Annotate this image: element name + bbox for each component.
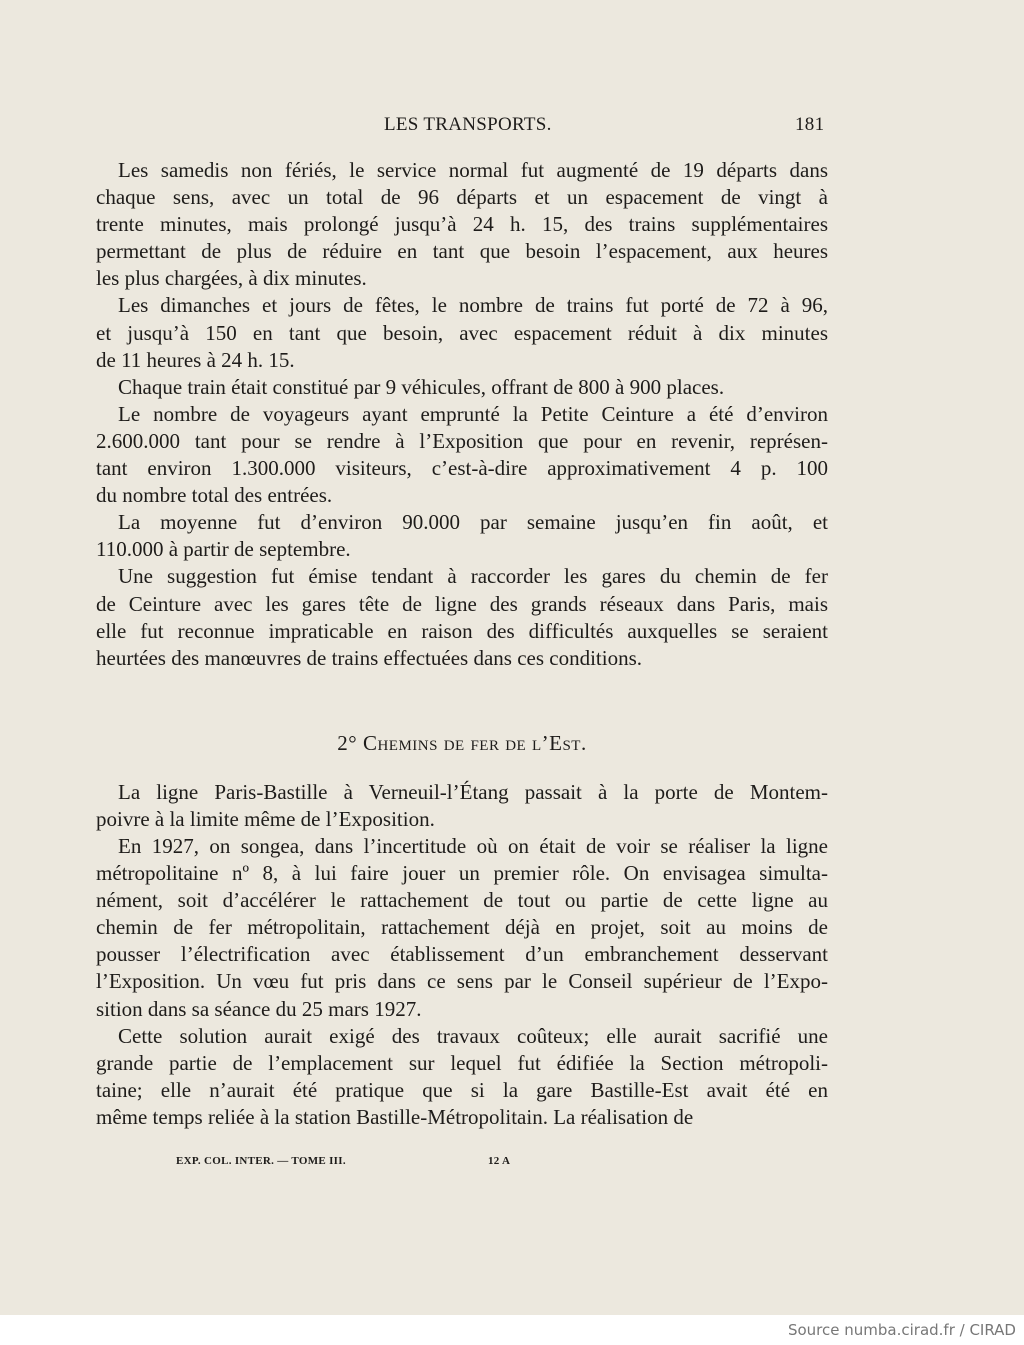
text-line: pousser l’électrification avec établissement d’un embranchement desservant [96,942,828,967]
paragraph [96,509,828,563]
text-line: Chaque train était constitué par 9 véhicules, offrant de 800 à 900 places. [118,374,725,399]
footer-signature-mark: 12 A [488,1155,511,1167]
text-line: chemin de fer métropolitain, rattachement déjà en projet, soit au moins de [96,915,828,940]
paragraph [96,1023,828,1131]
body-text [96,157,828,1131]
source-credit: Source numba.cirad.fr / CIRAD [787,1321,1016,1339]
text-line: En 1927, on songea, dans l’incertitude où on était de voir se réaliser la ligne [118,833,828,858]
text-line: Cette solution aurait exigé des travaux coûteux; elle aurait sacrifié une [118,1023,828,1048]
text-line: taine; elle n’aurait été pratique que si la gare Bastille-Est avait été en [96,1077,828,1102]
text-line: Le nombre de voyageurs ayant emprunté la Petite Ceinture a été d’environ [118,401,828,426]
paragraph [96,401,828,509]
paragraph [96,292,828,373]
text-line: Les samedis non fériés, le service normal fut augmenté de 19 départs dans [118,158,828,182]
text-line: tant environ 1.300.000 visiteurs, c’est-à-dire approximativement 4 p. 100 [96,456,828,481]
text-line: Les dimanches et jours de fêtes, le nombre de trains fut porté de 72 à 96, [118,293,828,318]
running-header: LES TRANSPORTS. [384,114,552,135]
text-line: nément, soit d’accélérer le rattachement de tout ou partie de cette ligne au [96,888,828,913]
paragraph [96,374,828,401]
paragraph [96,779,828,833]
paragraphs-after-heading [96,779,828,1131]
text-line: de 11 heures à 24 h. 15. [96,347,295,372]
text-line: trente minutes, mais prolongé jusqu’à 24 h. 15, des trains supplémentaires [96,212,828,237]
text-line: les plus chargées, à dix minutes. [96,266,367,291]
text-line: même temps reliée à la station Bastille-Métropolitain. La réalisation de [96,1104,694,1129]
text-line: La moyenne fut d’environ 90.000 par semaine jusqu’en fin août, et [118,510,828,535]
page-number: 181 [795,114,825,135]
text-line: elle fut reconnue impraticable en raison des difficultés auxquelles se seraient [96,618,828,643]
section-heading-text: 2° Chemins de fer de l’Est. [337,730,587,755]
text-line: 2.600.000 tant pour se rendre à l’Exposition que pour en revenir, représen- [96,428,828,453]
paragraph [96,833,828,1023]
text-line: sition dans sa séance du 25 mars 1927. [96,996,422,1021]
text-line: permettant de plus de réduire en tant que besoin l’espacement, aux heures [96,239,828,264]
section-heading [96,730,828,757]
text-line: grande partie de l’emplacement sur lequel fut édifiée la Section métropoli- [96,1050,828,1075]
text-line: La ligne Paris-Bastille à Verneuil-l’Étang passait à la porte de Montem- [118,779,828,804]
paragraph [96,157,828,292]
text-line: l’Exposition. Un vœu fut pris dans ce sens par le Conseil supérieur de l’Expo- [96,969,828,994]
text-line: et jusqu’à 150 en tant que besoin, avec espacement réduit à dix minutes [96,320,828,345]
paragraph [96,563,828,671]
text-line: heurtées des manœuvres de trains effectuées dans ces conditions. [96,645,643,670]
text-line: métropolitaine nº 8, à lui faire jouer un premier rôle. On envisagea simulta- [96,861,828,886]
footer-signature: EXP. COL. INTER. — TOME III. [176,1155,346,1167]
text-line: du nombre total des entrées. [96,483,333,508]
paragraphs-before-heading [96,157,828,672]
text-line: poivre à la limite même de l’Exposition. [96,806,435,831]
text-line: de Ceinture avec les gares tête de ligne des grands réseaux dans Paris, mais [96,591,828,616]
text-line: chaque sens, avec un total de 96 départs et un espacement de vingt à [96,185,828,210]
text-line: 110.000 à partir de septembre. [96,537,351,562]
text-line: Une suggestion fut émise tendant à raccorder les gares du chemin de fer [118,564,828,589]
